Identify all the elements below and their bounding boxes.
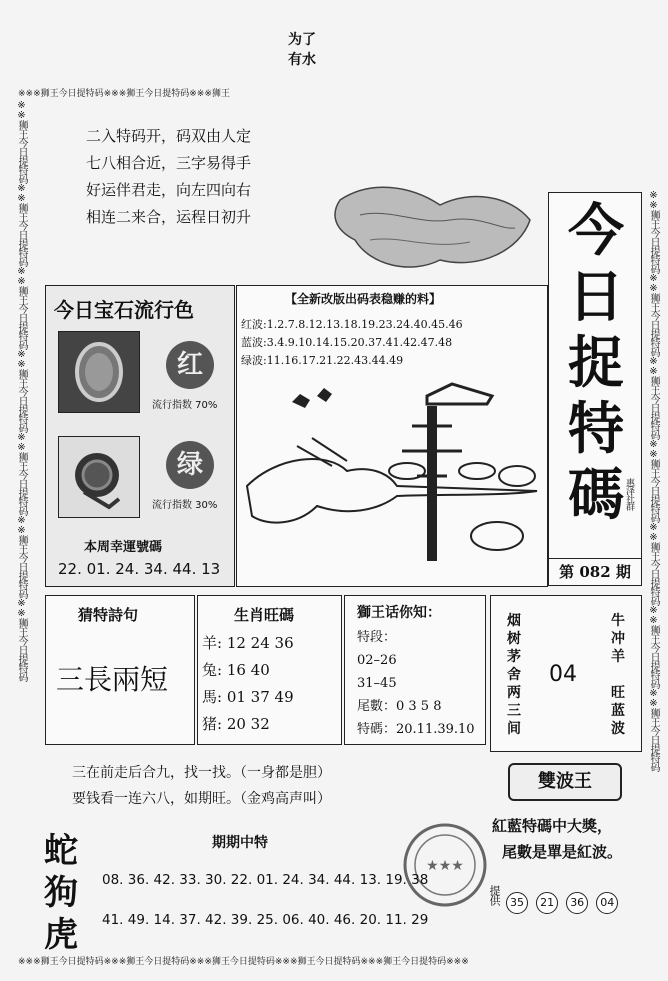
period-row-2: 41. 49. 14. 37. 42. 39. 25. 06. 40. 46. 20. 11. 29	[102, 912, 429, 928]
green-gem-image	[58, 436, 140, 518]
lion-rows	[357, 626, 475, 741]
guess-box	[45, 595, 195, 745]
riddle-line: 三在前走后合九，找一找。（一身都是胆）	[72, 765, 331, 781]
red-gem-image	[58, 331, 140, 413]
zodiac-row: 兔: 16 40	[202, 661, 270, 679]
bottom-stripe: ※※※狮王今日提特码※※※狮王今日提特码※※※狮王今日提特码※※※狮王今日提特码※※※狮王今日提特码※※※	[18, 957, 469, 967]
right-left-col	[507, 612, 523, 738]
col-char: 舍	[507, 667, 521, 683]
right-right-col	[611, 612, 627, 738]
wave-king-line1: 紅藍特碼中大獎，	[492, 817, 613, 835]
svg-text:★★★: ★★★	[426, 858, 464, 874]
rabbit-illustration	[237, 376, 547, 586]
brand-title-text: 今日捉特碼	[568, 199, 624, 528]
zodiac-row: 羊: 12 24 36	[202, 634, 294, 652]
lion-row: 尾數：0 3 5 8	[357, 699, 442, 714]
zodiac-row: 猪: 20 32	[202, 715, 270, 733]
top-stripe: ※※※狮王今日提特码※※※狮王今日提特码※※※狮王	[18, 89, 230, 99]
wave-king-line2: 尾數是單是紅波。	[502, 843, 623, 861]
col-char: 两	[507, 685, 521, 701]
motto-line-1: 为了	[288, 32, 316, 48]
col-char: 三	[507, 703, 521, 719]
waves-list	[241, 316, 463, 370]
guess-text: 三長兩短	[56, 663, 169, 696]
col-char: 树	[507, 631, 521, 647]
zodiac-rows	[202, 630, 294, 738]
poem-line: 七八相合近，三字易得手	[86, 154, 252, 172]
col-char: 羊	[611, 649, 625, 665]
poem-line: 相连二来合，运程日初升	[86, 208, 252, 226]
period-title: 期期中特	[212, 835, 268, 851]
poem-block	[86, 123, 251, 231]
motto-line-2: 有水	[288, 52, 316, 68]
brand-title	[561, 199, 631, 529]
col-char: 波	[611, 721, 625, 737]
right-number: 04	[549, 662, 577, 687]
number-chip: 21	[536, 892, 558, 914]
lion-title: 獅王话你知：	[357, 605, 441, 621]
green-badge: 绿	[166, 441, 214, 489]
blue-wave: 蓝波:3.4.9.10.14.15.20.37.41.42.47.48	[241, 336, 453, 349]
stamp-seal	[400, 820, 490, 910]
animal-char: 蛇	[44, 831, 78, 871]
col-char: 冲	[611, 631, 625, 647]
red-badge: 红	[166, 341, 214, 389]
col-char: 牛	[611, 613, 625, 629]
animal-char: 虎	[44, 915, 78, 955]
red-wave: 红波:1.2.7.8.12.13.18.19.23.24.40.45.46	[241, 318, 463, 331]
zodiac-box	[197, 595, 342, 745]
riddle-line: 要钱看一连六八，如期旺。（金鸡高声叫）	[72, 791, 331, 807]
lion-row: 31–45	[357, 676, 397, 691]
left-stripe: ※※狮王今日提特码※※狮王今日提特码※※狮王今日提特码※※狮王今日提特码※※狮王今日提特码※※狮王今日提特码※※狮王今日提特码	[16, 100, 27, 681]
wave-king-panel	[478, 755, 648, 955]
red-index: 流行指数 70%	[152, 400, 218, 411]
lucky-numbers: 22. 01. 24. 34. 44. 13	[58, 560, 221, 578]
rock-illustration	[330, 180, 540, 275]
green-wave: 绿波:11.16.17.21.22.43.44.49	[241, 354, 404, 367]
col-gap	[611, 666, 627, 684]
col-char: 蓝	[611, 703, 625, 719]
col-char: 烟	[507, 613, 521, 629]
lucky-title: 本周幸運號碼	[84, 540, 163, 555]
top-motto	[288, 30, 316, 70]
lion-row: 特碼：20.11.39.10	[357, 722, 475, 737]
green-index: 流行指数 30%	[152, 500, 218, 511]
poem-line: 好运伴君走，向左四向右	[86, 181, 252, 199]
zodiac-row: 馬: 01 37 49	[202, 688, 294, 706]
wave-king-title: 雙波王	[508, 763, 622, 801]
issue-number: 第 082 期	[548, 558, 642, 586]
waves-title: 【全新改版出码表稳赚的料】	[285, 292, 442, 306]
provider-label: 提供	[488, 885, 501, 905]
poem-line: 二入特码开，码双由人定	[86, 127, 252, 145]
gem-panel	[45, 285, 235, 587]
gem-title: 今日宝石流行色	[54, 298, 194, 322]
number-chip: 04	[596, 892, 618, 914]
col-char: 间	[507, 721, 521, 737]
riddle-block	[72, 760, 331, 812]
number-chip: 35	[506, 892, 528, 914]
period-row-1: 08. 36. 42. 33. 30. 22. 01. 24. 34. 44. 13. 19. 38	[102, 872, 429, 888]
chip-row	[506, 891, 621, 914]
lion-box	[344, 595, 486, 745]
number-chip: 36	[566, 892, 588, 914]
zodiac-title: 生肖旺碼	[234, 606, 295, 624]
col-char: 旺	[611, 685, 625, 701]
col-char: 茅	[507, 649, 521, 665]
brand-box	[548, 192, 642, 559]
lion-row: 特段：	[357, 630, 397, 645]
right-stripe: ※※狮王今日提特码※※狮王今日提特码※※狮王今日提特码※※狮王今日提特码※※狮王今日提特码※※狮王今日提特码※※狮王今日提特码	[648, 190, 659, 771]
guess-title: 猜特詩句	[78, 606, 139, 624]
right-panel	[490, 595, 642, 752]
animal-column	[44, 830, 78, 956]
lion-row: 02–26	[357, 653, 397, 668]
animal-char: 狗	[44, 873, 78, 913]
waves-panel	[236, 285, 548, 587]
brand-sub: 惠泽社群	[624, 478, 634, 510]
